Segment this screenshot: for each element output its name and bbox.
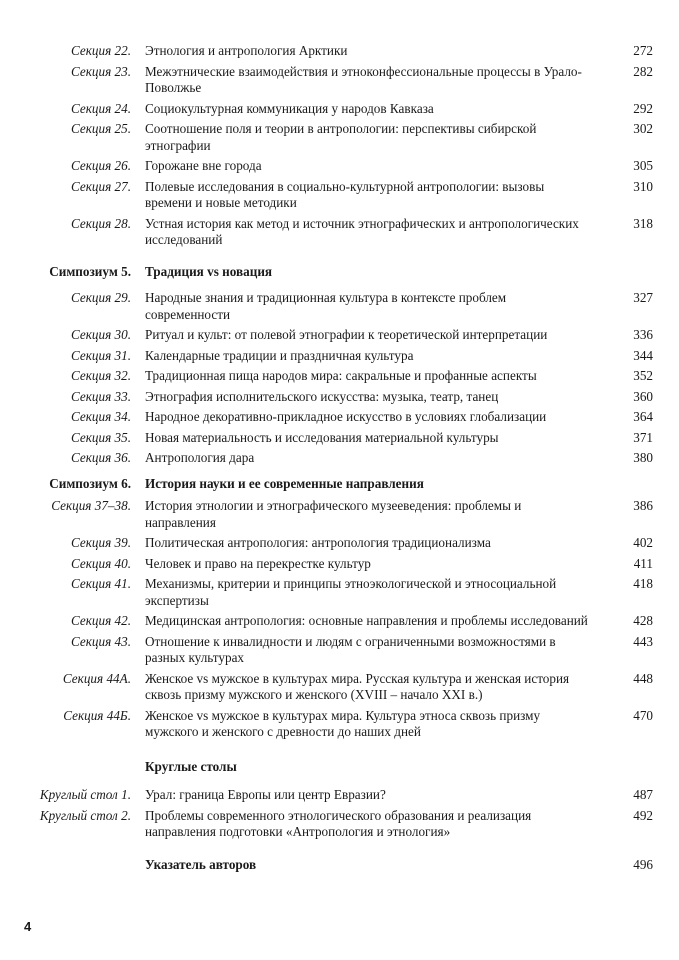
entry-page-number: 327 xyxy=(633,290,653,305)
entry-title: Урал: граница Европы или центр Евразии? xyxy=(145,787,386,802)
entry-label: Секция 40. xyxy=(70,555,131,571)
entry-label: Секция 44А. xyxy=(62,670,131,686)
entry-label: Секция 39. xyxy=(70,535,131,550)
toc-entry xyxy=(0,348,679,365)
entry-label: Секция 37–38. xyxy=(51,498,131,513)
toc-entry xyxy=(0,671,679,704)
entry-title: Народное декоративно-прикладное искусство в условиях глобализации xyxy=(145,409,547,424)
toc-entry xyxy=(0,290,679,323)
entry-label: Секция 24. xyxy=(70,100,131,116)
entry-label: Секция 43. xyxy=(70,633,131,649)
toc-entry xyxy=(0,613,679,630)
entry-title: Женское vs мужское в культурах мира. Культура этноса сквозь призму мужского и женского с древности до наших дней xyxy=(145,707,541,739)
toc-entry xyxy=(0,121,679,154)
heading-entry xyxy=(0,857,679,874)
entry-page-number: 302 xyxy=(633,121,653,136)
entry-page-number: 364 xyxy=(633,409,653,424)
entry-page-number: 352 xyxy=(633,368,653,383)
entry-page-number: 305 xyxy=(633,158,653,173)
entry-page-number: 344 xyxy=(633,347,653,363)
entry-title: Этнология и антропология Арктики xyxy=(145,43,348,58)
entry-label: Секция 27. xyxy=(70,178,131,194)
toc-entry xyxy=(0,64,679,97)
entry-label: Секция 29. xyxy=(70,290,131,305)
entry-page-number: 318 xyxy=(633,215,653,231)
entry-title: Антропология дара xyxy=(145,450,255,465)
entry-title: Ритуал и культ: от полевой этнографии к теоретической интерпретации xyxy=(145,327,548,342)
entry-page-number: 428 xyxy=(633,613,653,628)
entry-page-number: 282 xyxy=(633,63,653,79)
entry-title: Отношение к инвалидности и людям с ограниченными возможностями в разных культурах xyxy=(145,633,556,665)
entry-label: Круглый стол 1. xyxy=(39,787,131,802)
entry-page-number: 292 xyxy=(633,100,653,116)
entry-label: Секция 31. xyxy=(70,347,131,363)
entry-title: Социокультурная коммуникация у народов Кавказа xyxy=(145,100,434,116)
entry-page-number: 448 xyxy=(633,670,653,686)
entry-title: Механизмы, критерии и принципы этноэкологической и этносоциальной экспертизы xyxy=(145,576,557,608)
entry-page-number: 360 xyxy=(633,388,653,404)
entry-page-number: 487 xyxy=(633,787,653,802)
entry-title: Устная история как метод и источник этнографических и антропологических исследований xyxy=(145,215,579,247)
entry-page-number: 492 xyxy=(633,807,653,823)
entry-label: Секция 25. xyxy=(70,121,131,136)
entry-label: Симпозиум 6. xyxy=(49,475,131,491)
entry-label: Круглый стол 2. xyxy=(39,807,131,823)
entry-title: Женское vs мужское в культурах мира. Русская культура и женская история сквозь призму мужского и женского (XVIII – начало XXI в.) xyxy=(145,670,570,702)
toc-entry xyxy=(0,179,679,212)
entry-label: Секция 30. xyxy=(70,327,131,342)
entry-title: Народные знания и традиционная культура в контексте проблем современности xyxy=(145,290,507,322)
toc-entry xyxy=(0,708,679,741)
entry-title: Медицинская антропология: основные направления и проблемы исследований xyxy=(145,613,588,628)
entry-title: Межэтнические взаимодействия и этноконфессиональные процессы в Урало-Поволжье xyxy=(145,63,582,95)
entry-title: Проблемы современного этнологического образования и реализация направления подготовки «Антропология и этнология» xyxy=(145,807,532,839)
heading-entry xyxy=(0,759,679,776)
symposium-entry xyxy=(0,264,679,281)
entry-title: История науки и ее современные направления xyxy=(145,475,424,491)
entry-label: Секция 23. xyxy=(70,63,131,79)
entry-title: История этнологии и этнографического музееведения: проблемы и направления xyxy=(145,498,522,530)
entry-page-number: 310 xyxy=(633,178,653,194)
entry-page-number: 386 xyxy=(633,498,653,513)
toc-entry xyxy=(0,327,679,344)
toc-entry xyxy=(0,409,679,426)
toc-entry xyxy=(0,576,679,609)
toc-entry xyxy=(0,634,679,667)
entry-label: Секция 33. xyxy=(70,388,131,404)
entry-label: Секция 41. xyxy=(70,576,131,591)
entry-title: Традиционная пища народов мира: сакральные и профанные аспекты xyxy=(145,368,537,383)
entry-label: Секция 26. xyxy=(70,158,131,173)
toc-entry xyxy=(0,389,679,406)
entry-title: Этнография исполнительского искусства: музыка, театр, танец xyxy=(145,388,499,404)
entry-page-number: 380 xyxy=(633,450,653,465)
entry-title: Человек и право на перекрестке культур xyxy=(145,555,371,571)
entry-label: Секция 22. xyxy=(70,43,131,58)
toc-entry xyxy=(0,498,679,531)
toc-entry xyxy=(0,808,679,841)
entry-title: Соотношение поля и теории в антропологии: перспективы сибирской этнографии xyxy=(145,121,537,153)
entry-title: Указатель авторов xyxy=(145,856,257,872)
entry-page-number: 371 xyxy=(633,429,653,445)
toc-entry xyxy=(0,787,679,804)
toc-entry xyxy=(0,43,679,60)
entry-title: Календарные традиции и праздничная культура xyxy=(145,347,414,363)
entry-page-number: 272 xyxy=(633,43,653,58)
entry-label: Секция 36. xyxy=(70,450,131,465)
toc-entry xyxy=(0,450,679,467)
entry-page-number: 336 xyxy=(633,327,653,342)
page-number: 4 xyxy=(24,919,32,934)
toc-entry xyxy=(0,556,679,573)
entry-title: Новая материальность и исследования материальной культуры xyxy=(145,429,499,445)
toc-entry xyxy=(0,216,679,249)
entry-label: Секция 44Б. xyxy=(63,707,131,723)
entry-label: Секция 35. xyxy=(70,429,131,445)
toc-entry xyxy=(0,101,679,118)
entry-page-number: 443 xyxy=(633,633,653,649)
toc-entry xyxy=(0,430,679,447)
entry-page-number: 402 xyxy=(633,535,653,550)
entry-title: Полевые исследования в социально-культурной антропологии: вызовы времени и новые методики xyxy=(145,178,545,210)
entry-label: Секция 28. xyxy=(70,215,131,231)
entry-label: Секция 42. xyxy=(70,613,131,628)
entry-page-number: 470 xyxy=(633,707,653,723)
entry-page-number: 418 xyxy=(633,576,653,591)
entry-page-number: 411 xyxy=(633,555,653,571)
table-of-contents xyxy=(0,43,679,873)
entry-label: Секция 34. xyxy=(70,409,131,424)
toc-entry xyxy=(0,158,679,175)
entry-title: Горожане вне города xyxy=(145,158,262,173)
entry-label: Симпозиум 5. xyxy=(49,263,131,279)
toc-entry xyxy=(0,368,679,385)
entry-label: Секция 32. xyxy=(70,368,131,383)
entry-title: Политическая антропология: антропология традиционализма xyxy=(145,535,491,550)
toc-entry xyxy=(0,535,679,552)
entry-page-number: 496 xyxy=(633,856,653,872)
entry-title: Круглые столы xyxy=(145,758,237,774)
symposium-entry xyxy=(0,476,679,493)
entry-title: Традиция vs новация xyxy=(145,263,273,279)
